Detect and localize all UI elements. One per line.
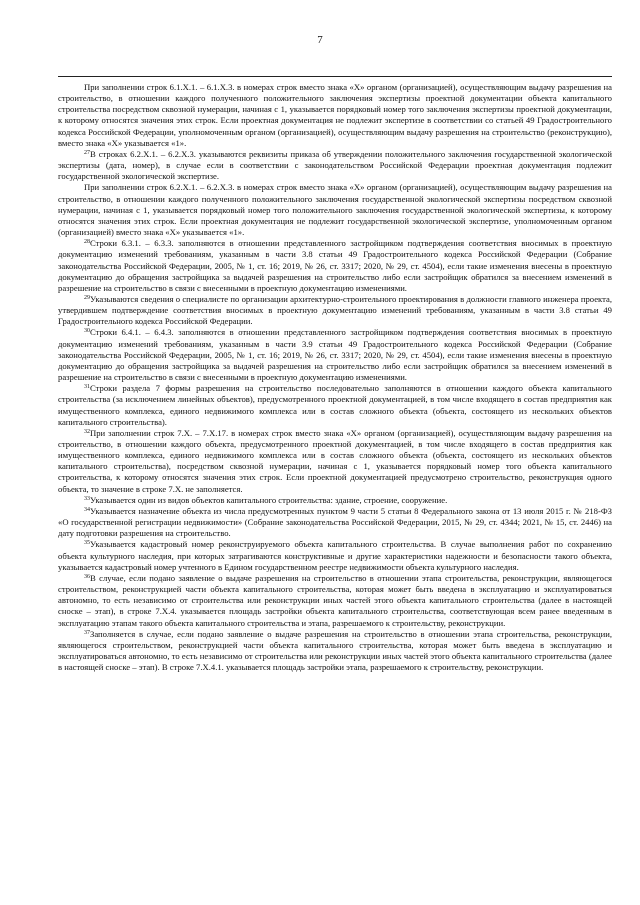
footnote-text: Строки раздела 7 формы разрешения на строительство последовательно заполняются в отношении каждого объекта капитального строительства (за исключением линейных объектов), предусмотренного проектной документацией, в том числе входящего в состав предприятия как имущественного комплекса, единого недвижимого комплекса или в состав сложного объекта (объекта, состоящего из нескольких объектов капитального строительства). bbox=[58, 383, 612, 427]
footnote-ref: 36 bbox=[84, 573, 90, 580]
footnote-text: Указывается назначение объекта из числа предусмотренных пунктом 9 части 5 статьи 8 Федерального закона от 13 июля 2015 г. № 218-ФЗ «О государственной регистрации недвижимости» (Собрание законодательства Российской Федерации, 2015, № 29, ст. 4344; 2021, № 15, ст. 2446) на дату подготовки разрешения на строительство. bbox=[58, 505, 612, 539]
footnote-paragraph bbox=[58, 149, 612, 182]
footnote-text: Заполняется в случае, если подано заявление о выдаче разрешения на строительство в отношении этапа строительства, реконструкции, являющегося строительством, реконструкцией части объекта капитального строительства, которая может быть введена в эксплуатацию и эксплуатироваться автономно, то есть независимо от строительства или реконструкции иных частей этого объекта капитального строительства (далее в настоящей сноске – этап). В строке 7.Х.4.1. указывается площадь застройки этапа, разрешаемого к строительству, реконструкции. bbox=[58, 628, 612, 673]
footnote-text: В случае, если подано заявление о выдаче разрешения на строительство в отношении этапа строительства, реконструкции, являющегося строительством, реконструкцией части объекта капитального строительства, которая может быть введена в эксплуатацию и эксплуатироваться автономно, то есть независимо от строительства или реконструкции иных частей этого объекта капитального строительства (далее в настоящей сноске – этап), в строке 7.Х.4. указывается площадь застройки объекта капитального строительства, соответствующая всем ранее введенным в эксплуатацию этапам такого объекта капитального строительства и этапа, разрешаемого к строительству, реконструкции. bbox=[58, 572, 612, 628]
footnote-paragraph bbox=[58, 238, 612, 294]
footnote-text: Строки 6.3.1. – 6.3.3. заполняются в отношении представленного застройщиком подтверждения соответствия вносимых в проектную документацию изменений требованиям, указанным в части 3.8 статьи 49 Градостроительного кодекса Российской Федерации (Собрание законодательства Российской Федерации, 2005, № 1, ст. 16; 2019, № 26, ст. 3317; 2020, № 29, ст. 4504), если такие изменения внесены в проектную документацию до обращения застройщика за выдачей разрешения на строительство либо если застройщик обратился за внесением изменений в разрешение на строительство в связи с внесенными в проектную документацию изменениями. bbox=[58, 238, 612, 293]
footnote-paragraph bbox=[58, 182, 612, 238]
page-number: 7 bbox=[317, 34, 323, 46]
footnote-paragraph bbox=[58, 495, 612, 506]
footnote-text: При заполнении строк 6.1.Х.1. – 6.1.Х.3. в номерах строк вместо знака «Х» органом (организацией), осуществляющим выдачу разрешения на строительство, в отношении каждого полученного положительного заключения экспертизы проектной документации объекта капитального строительства посредством сквозной нумерации, начиная с 1, указывается порядковый номер того заключения экспертизы проектной документации, к которому относятся значения этих строк. Если проектная документация не подлежит экспертизе в соответствии со статьей 49 Градостроительного кодекса Российской Федерации, уполномоченным органом (организацией), осуществляющим выдачу разрешения на строительство (реконструкцию), вместо знака «Х» указывается «1». bbox=[58, 82, 612, 148]
footnote-ref: 31 bbox=[84, 384, 90, 391]
footnote-ref: 29 bbox=[84, 294, 90, 301]
footnote-text: Указываются сведения о специалисте по организации архитектурно-строительного проектирования в должности главного инженера проекта, утвердившем подтверждение соответствия вносимых в проектную документацию изменений требованиям, указанным в части 3.8 статьи 49 Градостроительного кодекса Российской Федерации. bbox=[58, 293, 612, 327]
footnote-paragraph bbox=[58, 383, 612, 428]
footnote-paragraph bbox=[58, 294, 612, 327]
footnote-ref: 30 bbox=[84, 328, 90, 335]
footnote-ref: 34 bbox=[84, 506, 90, 513]
footnote-text: При заполнении строк 7.Х. – 7.Х.17. в номерах строк вместо знака «Х» органом (организацией), осуществляющим выдачу разрешения на строительство, в отношении каждого объекта, предусмотренного проектной документацией, в том числе входящего в состав предприятия как имущественного комплекса, единого недвижимого комплекса или в состав сложного объекта (объекта, состоящего из нескольких объектов капитального строительства), посредством сквозной нумерации, начиная с 1, указывается порядковый номер того объекта капитального строительства, к которому относятся значения этих строк. Если проектной документацией предусмотрено строительство, реконструкция одного объекта, то значение в строке 7.Х. не заполняется. bbox=[58, 427, 612, 494]
footnote-ref: 32 bbox=[84, 428, 90, 435]
footnote-ref: 35 bbox=[84, 540, 90, 547]
footnote-ref: 28 bbox=[84, 239, 90, 246]
footnote-text: В строках 6.2.Х.1. – 6.2.Х.3. указываются реквизиты приказа об утверждении положительного заключения государственной экологической экспертизы (дата, номер), в случае если в соответствии с законодательством Российской Федерации проектная документация подлежит государственной экологической экспертизе. bbox=[58, 148, 612, 182]
footnote-ref: 37 bbox=[84, 629, 90, 636]
footnote-text: Строки 6.4.1. – 6.4.3. заполняются в отношении представленного застройщиком подтверждения соответствия вносимых в проектную документацию изменений требованиям, указанным в части 3.9 статьи 49 Градостроительного кодекса Российской Федерации (Собрание законодательства Российской Федерации, 2005, № 1, ст. 16; 2019, № 26, ст. 3317; 2020, № 29, ст. 4504), если такие изменения внесены в проектную документацию до обращения застройщика за выдачей разрешения на строительство либо если застройщик обратился за внесением изменений в разрешение на строительство в связи с внесенными в проектную документацию изменениями. bbox=[58, 327, 612, 383]
footnote-text: Указывается кадастровый номер реконструируемого объекта капитального строительства. В случае выполнения работ по сохранению объекта культурного наследия, при которых затрагиваются конструктивные и другие характеристики надежности и безопасности такого объекта, указывается кадастровый номер учтенного в Едином государственном реестре недвижимости объекта культурного наследия. bbox=[58, 539, 612, 572]
footnote-paragraph bbox=[58, 327, 612, 383]
footnote-paragraph bbox=[58, 539, 612, 572]
footnotes-block bbox=[58, 82, 612, 673]
footnote-paragraph bbox=[58, 506, 612, 539]
footnote-ref: 27 bbox=[84, 149, 90, 156]
footnote-paragraph bbox=[58, 82, 612, 149]
footnote-text: Указывается один из видов объектов капитального строительства: здание, строение, сооружение. bbox=[90, 494, 448, 505]
footnote-paragraph bbox=[58, 573, 612, 629]
footnote-paragraph bbox=[58, 629, 612, 674]
footnote-ref: 33 bbox=[84, 495, 90, 502]
footnote-paragraph bbox=[58, 428, 612, 495]
footnote-separator bbox=[58, 76, 612, 77]
footnote-text: При заполнении строк 6.2.Х.1. – 6.2.Х.3. в номерах строк вместо знака «Х» органом (организацией), осуществляющим выдачу разрешения на строительство, в отношении каждого полученного положительного заключения государственной экологической экспертизы посредством сквозной нумерации, начиная с 1, указывается порядковый номер того положительного заключения государственной экологической экспертизы, к которому относятся значения этих строк. Если проектная документация не подлежит государственной экологической экспертизе, уполномоченным органом (организацией) вместо знака «Х» указывается «1». bbox=[58, 182, 612, 238]
